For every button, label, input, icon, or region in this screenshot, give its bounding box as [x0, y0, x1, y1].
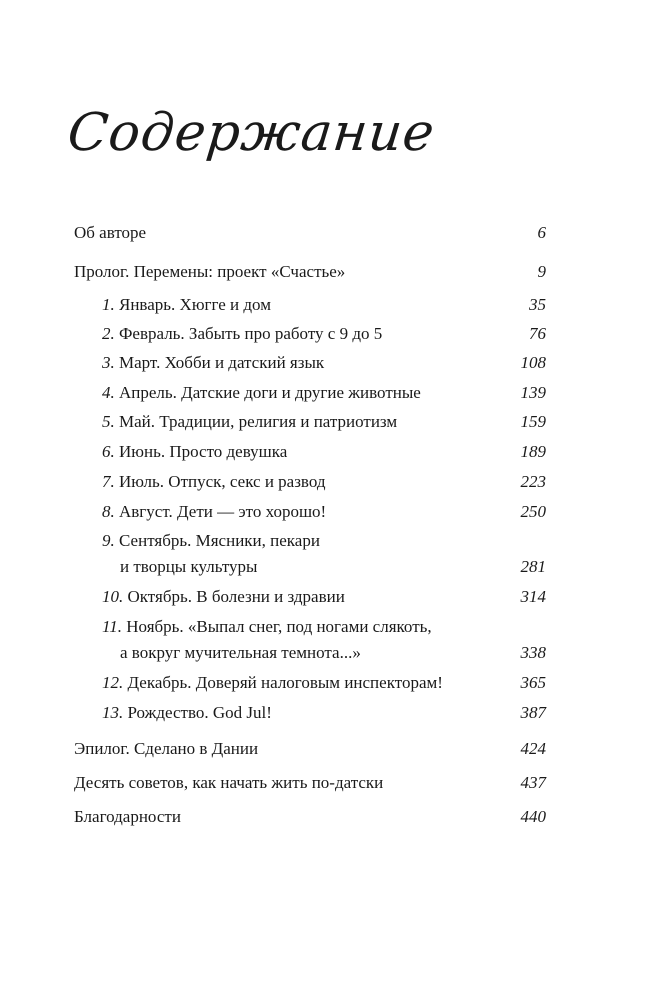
toc-entry-label: Июль. Отпуск, секс и развод	[119, 472, 326, 491]
toc-entry-label: Ноябрь. «Выпал снег, под ногами слякоть,	[126, 617, 432, 636]
toc-entry-label: Октябрь. В болезни и здравии	[127, 587, 345, 606]
toc-chapter-entry[interactable]	[74, 586, 546, 608]
toc-entry-page: 314	[520, 587, 546, 606]
toc-entry-label-continued: а вокруг мучительная темнота...»	[120, 643, 361, 662]
toc-entry-page: 338	[520, 643, 546, 662]
toc-entry-label: Сентябрь. Мясники, пекари	[119, 531, 320, 550]
chapter-number: 7.	[102, 472, 115, 491]
chapter-number: 5.	[102, 412, 115, 431]
toc-chapter-entry[interactable]	[74, 530, 546, 578]
toc-entry-label: Об авторе	[74, 223, 147, 242]
toc-chapter-entry[interactable]	[74, 323, 546, 345]
toc-entry-label: Май. Традиции, религия и патриотизм	[119, 412, 398, 431]
toc-entry-page: 139	[520, 383, 546, 402]
toc-entry-label: Июнь. Просто девушка	[119, 442, 288, 461]
toc-entry-page: 6	[537, 223, 546, 242]
toc-entry-page: 223	[520, 472, 546, 491]
toc-entry-label: Август. Дети — это хорошо!	[119, 502, 327, 521]
chapter-number: 10.	[102, 587, 124, 606]
toc-entry-label: Февраль. Забыть про работу с 9 до 5	[119, 324, 383, 343]
chapter-number: 12.	[102, 673, 124, 692]
toc-entry[interactable]	[74, 261, 546, 283]
toc-chapter-entry[interactable]	[74, 294, 546, 316]
chapter-number: 3.	[102, 353, 115, 372]
page-title: Содержание	[64, 102, 438, 163]
toc-entry-page: 35	[529, 295, 546, 314]
toc-entry-label: Благодарности	[74, 807, 181, 826]
toc-entry-page: 281	[520, 557, 546, 576]
chapter-number: 6.	[102, 442, 115, 461]
toc-entry-label: Эпилог. Сделано в Дании	[74, 739, 259, 758]
toc-chapter-entry[interactable]	[74, 501, 546, 523]
toc-entry-page: 365	[520, 673, 546, 692]
toc-entry-page: 387	[520, 703, 546, 722]
toc-entry-page: 9	[537, 262, 546, 281]
chapter-number: 8.	[102, 502, 115, 521]
toc-entry-page: 424	[520, 739, 546, 758]
toc-entry-label: Январь. Хюгге и дом	[119, 295, 271, 314]
toc-entry-page: 189	[520, 442, 546, 461]
toc-entry-label: Пролог. Перемены: проект «Счастье»	[74, 262, 346, 281]
toc-chapter-entry[interactable]	[74, 672, 546, 694]
toc-chapter-entry[interactable]	[74, 382, 546, 404]
toc-entry-label: Апрель. Датские доги и другие животные	[119, 383, 421, 402]
toc-entry[interactable]	[74, 772, 546, 794]
toc-chapter-entry[interactable]	[74, 441, 546, 463]
toc-chapter-entry[interactable]	[74, 352, 546, 374]
toc-chapter-entry[interactable]	[74, 702, 546, 724]
toc-entry-label: Десять советов, как начать жить по-датски	[74, 773, 384, 792]
toc-entry-page: 108	[520, 353, 546, 372]
toc-entry-page: 76	[529, 324, 546, 343]
chapter-number: 9.	[102, 531, 115, 550]
toc-entry[interactable]	[74, 738, 546, 760]
chapter-number: 13.	[102, 703, 124, 722]
toc-chapter-entry[interactable]	[74, 471, 546, 493]
toc-entry[interactable]	[74, 222, 546, 244]
toc-chapter-entry[interactable]	[74, 616, 546, 664]
toc-entry-page: 159	[520, 412, 546, 431]
toc-entry[interactable]	[74, 806, 546, 828]
chapter-number: 4.	[102, 383, 115, 402]
chapter-number: 1.	[102, 295, 115, 314]
toc-entry-label-continued: и творцы культуры	[120, 557, 258, 576]
toc-entry-page: 440	[520, 807, 546, 826]
toc-entry-label: Март. Хобби и датский язык	[119, 353, 325, 372]
toc-entry-page: 437	[520, 773, 546, 792]
toc-entry-page: 250	[520, 502, 546, 521]
toc-entry-label: Рождество. God Jul!	[127, 703, 272, 722]
chapter-number: 2.	[102, 324, 115, 343]
toc-chapter-entry[interactable]	[74, 411, 546, 433]
toc-entry-label: Декабрь. Доверяй налоговым инспекторам!	[127, 673, 443, 692]
chapter-number: 11.	[102, 617, 122, 636]
